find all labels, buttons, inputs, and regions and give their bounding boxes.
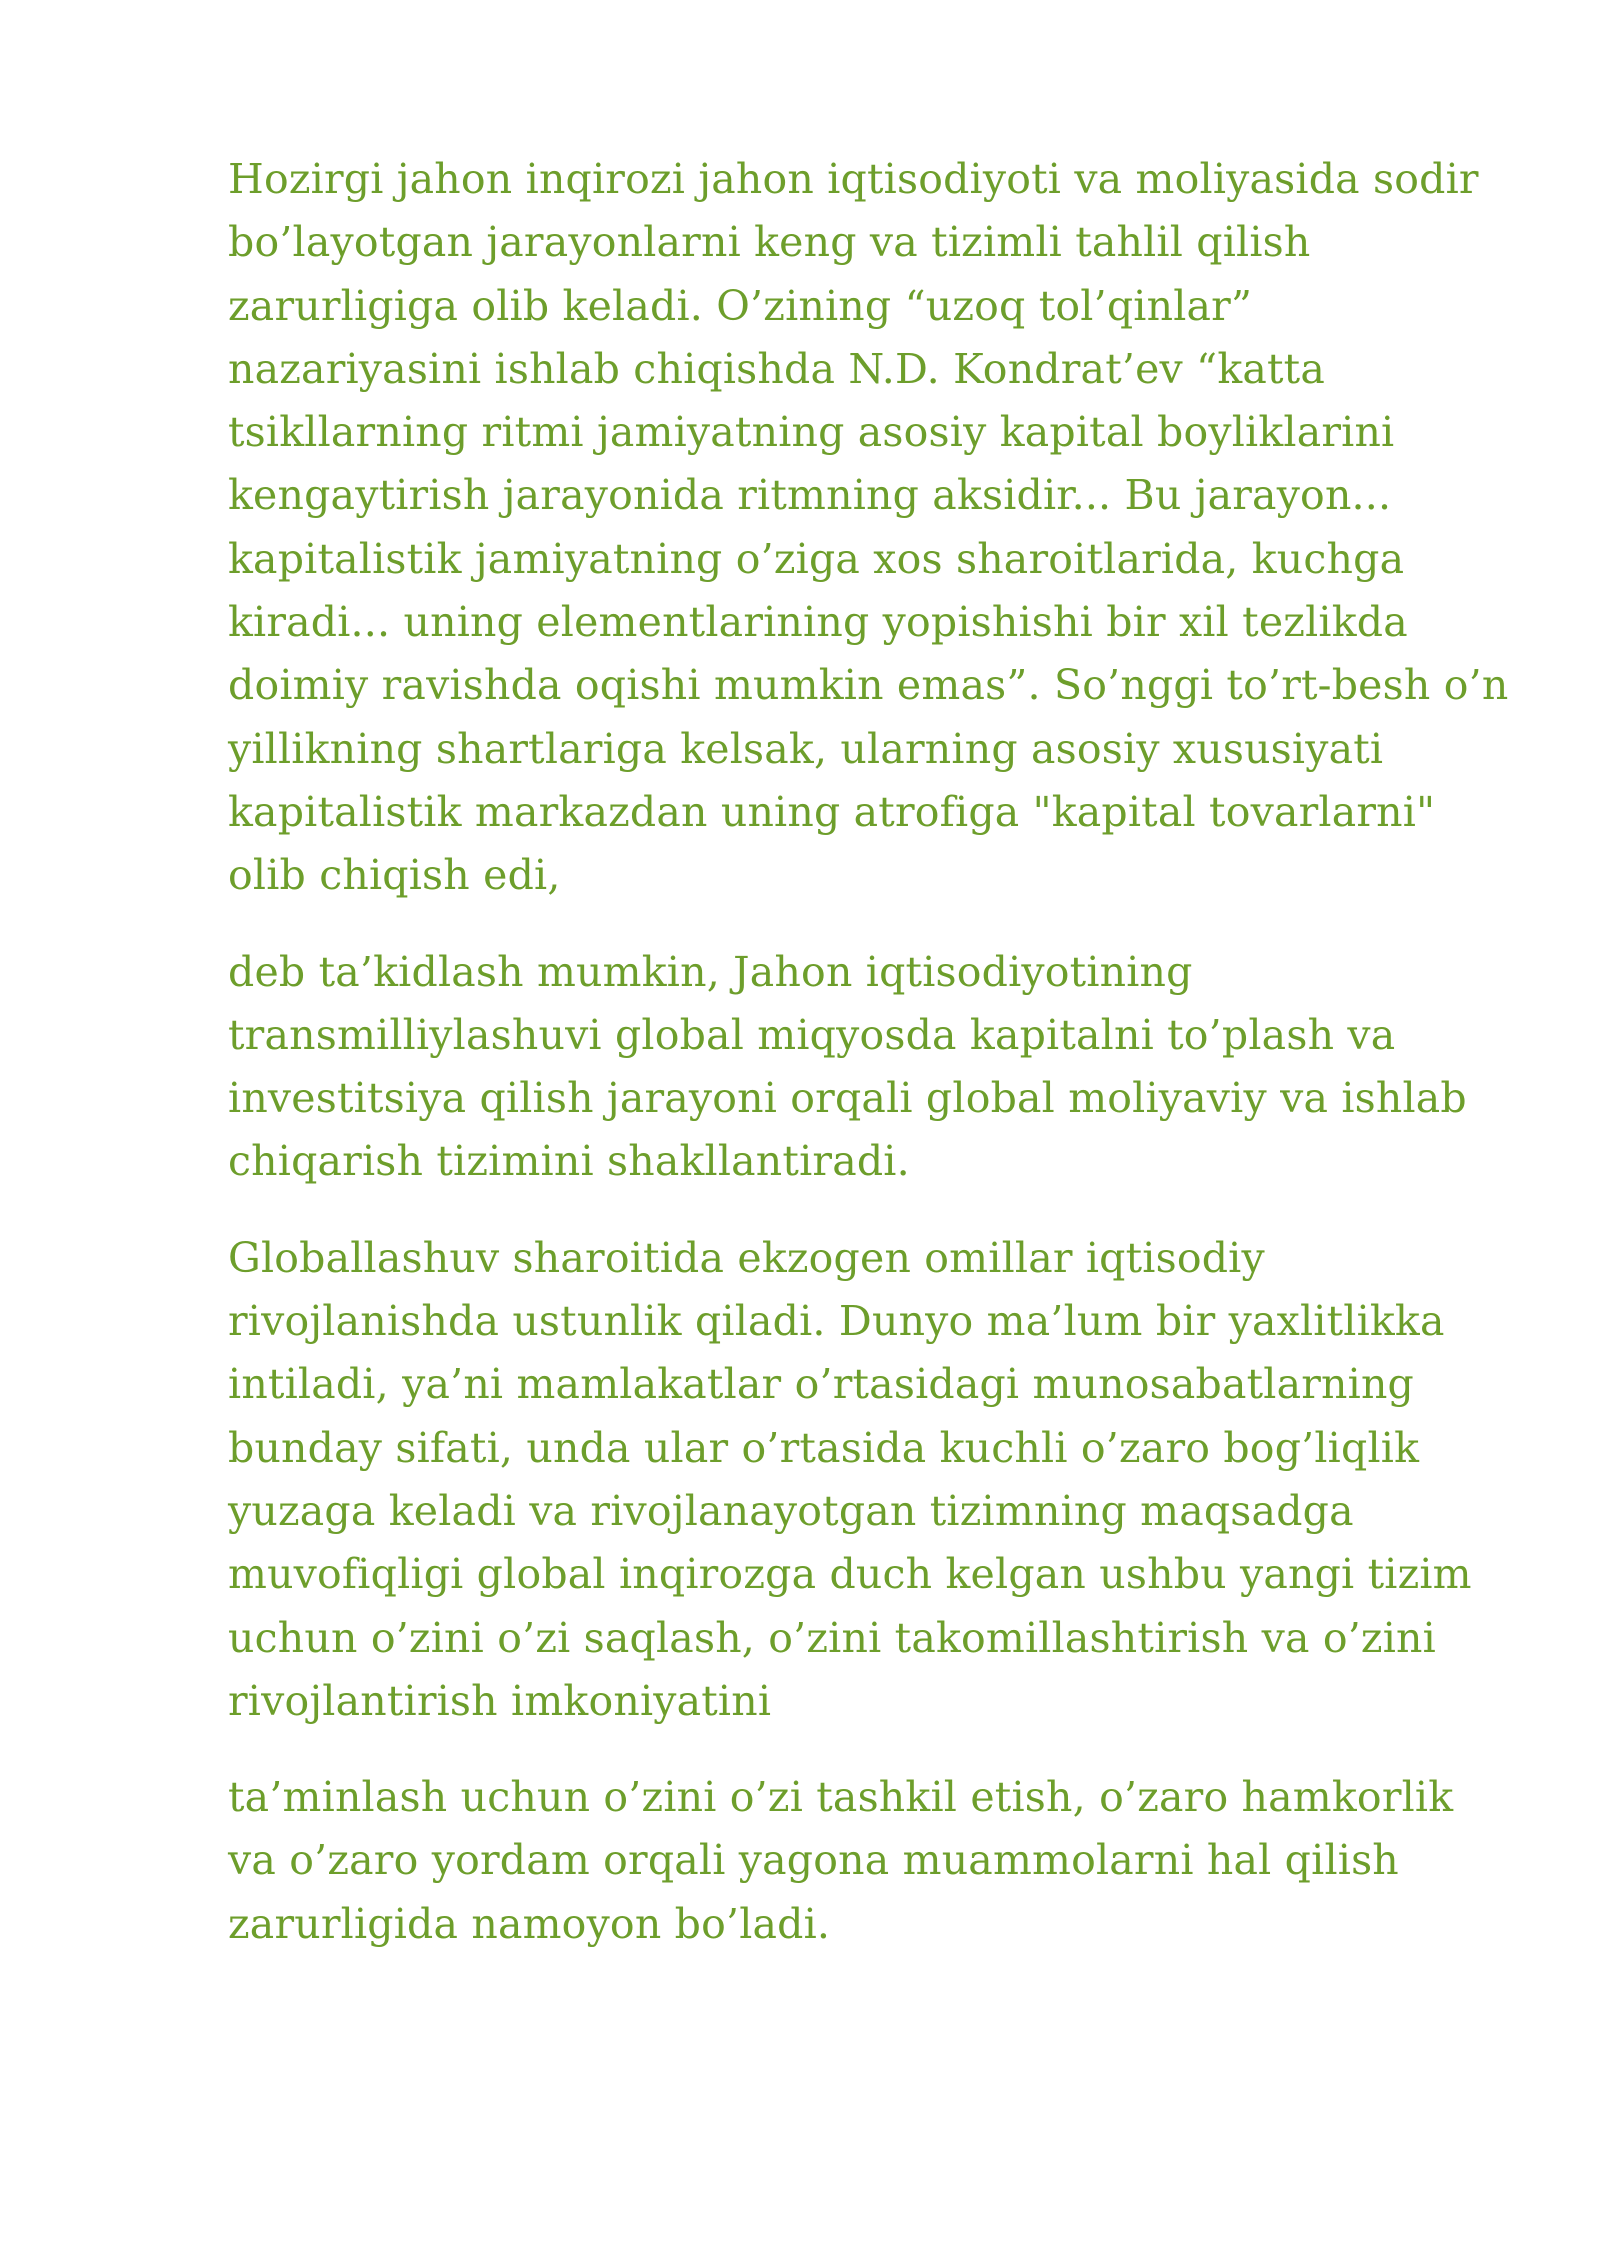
text-line: bo’layotgan jarayonlarni keng va tizimli tahlil qilish [228,218,1311,267]
text-line: kapitalistik jamiyatning o’ziga xos sharoitlarida, kuchga [228,534,1405,583]
paragraph-3 [228,1227,1528,1733]
text-line: olib chiqish edi, [228,851,561,900]
text-line: zarurligiga olib keladi. O’zining “uzoq tol’qinlar” [228,281,1253,330]
text-line: deb ta’kidlash mumkin, Jahon iqtisodiyotining [228,947,1193,996]
text-line: doimiy ravishda oqishi mumkin emas”. So’nggi to’rt-besh o’n [228,661,1509,710]
paragraph-2 [228,941,1528,1194]
document-page [228,148,1528,1989]
text-line: intiladi, ya’ni mamlakatlar o’rtasidagi munosabatlarning [228,1360,1415,1409]
text-line: yuzaga keladi va rivojlanayotgan tizimning maqsadga [228,1486,1354,1535]
text-line: kiradi... uning elementlarining yopishishi bir xil tezlikda [228,598,1408,647]
text-line: yillikning shartlariga kelsak, ularning asosiy xususiyati [228,724,1384,773]
text-line: rivojlantirish imkoniyatini [228,1676,772,1725]
text-line: Globallashuv sharoitida ekzogen omillar iqtisodiy [228,1233,1265,1282]
text-line: tsikllarning ritmi jamiyatning asosiy kapital boyliklarini [228,408,1395,457]
text-line: Hozirgi jahon inqirozi jahon iqtisodiyoti va moliyasida sodir [228,155,1479,203]
paragraph-4 [228,1766,1528,1956]
text-line: kapitalistik markazdan uning atrofiga "kapital tovarlarni" [228,787,1436,836]
text-line: investitsiya qilish jarayoni orqali global moliyaviy va ishlab [228,1074,1467,1123]
text-line: bunday sifati, unda ular o’rtasida kuchli o’zaro bog’liqlik [228,1423,1420,1472]
text-line: uchun o’zini o’zi saqlash, o’zini takomillashtirish va o’zini [228,1613,1436,1662]
text-line: kengaytirish jarayonida ritmning aksidir... Bu jarayon... [228,471,1392,520]
text-line: rivojlanishda ustunlik qiladi. Dunyo ma’lum bir yaxlitlikka [228,1297,1445,1346]
text-line: transmilliylashuvi global miqyosda kapitalni to’plash va [228,1010,1396,1059]
text-line: zarurligida namoyon bo’ladi. [228,1899,831,1948]
paragraph-1 [228,148,1528,908]
text-line: va o’zaro yordam orqali yagona muammolarni hal qilish [228,1836,1399,1885]
text-line: chiqarish tizimini shakllantiradi. [228,1137,910,1186]
text-line: ta’minlash uchun o’zini o’zi tashkil etish, o’zaro hamkorlik [228,1773,1454,1822]
text-line: nazariyasini ishlab chiqishda N.D. Kondrat’ev “katta [228,344,1325,393]
text-line: muvofiqligi global inqirozga duch kelgan ushbu yangi tizim [228,1550,1472,1599]
